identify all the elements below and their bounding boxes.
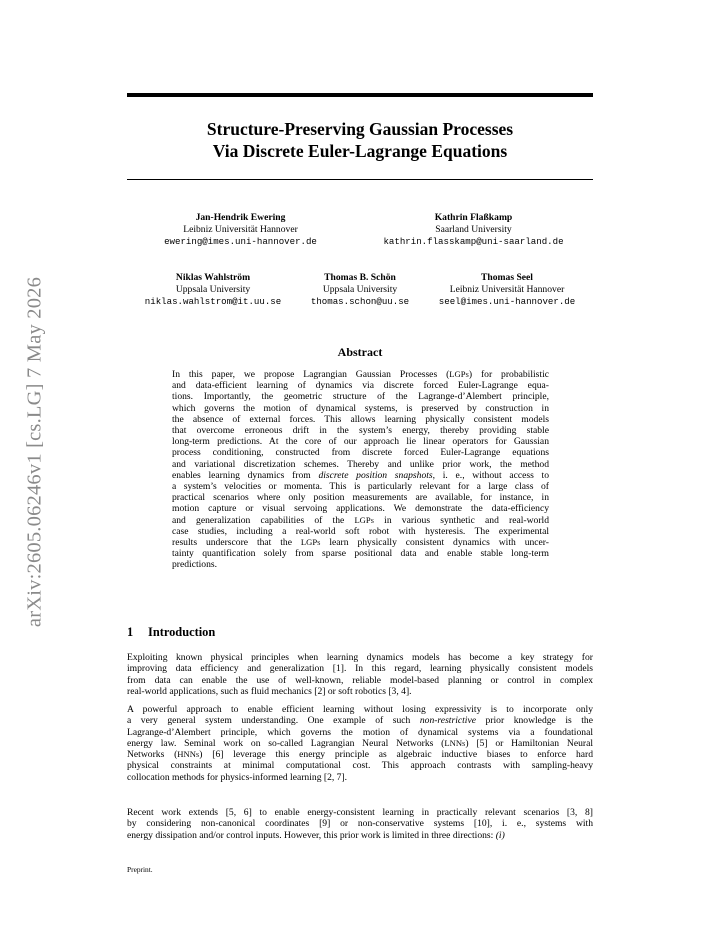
text-run: predictions. (172, 559, 218, 571)
text-run: long-term predictions. At the core of our approach lie linear operators for Gaussian (172, 436, 549, 448)
text-line (172, 492, 549, 503)
text-run: improving data efficiency and generalization [1]. In this regard, learning physically consistent models (127, 663, 593, 675)
section-heading (127, 625, 215, 640)
author-name: Thomas Seel (481, 272, 533, 283)
text-line (127, 738, 593, 749)
text-run: ) for probabilistic (468, 369, 549, 380)
text-run: process conditioning, constructed from discrete forced Euler-Lagrange equations (172, 447, 549, 459)
author-affiliation: Uppsala University (175, 284, 251, 295)
text-run: from data can enable the use of well-known, reliable model-based planning or control in complex (127, 674, 593, 686)
text-line (127, 772, 593, 783)
text-run: physical constraints at minimal computational cost. This approach contrasts with sampling-heavy (127, 760, 593, 772)
arxiv-sidebar (22, 262, 48, 642)
text-run: prior knowledge is the (475, 715, 593, 727)
text-line (172, 459, 549, 470)
author-block (421, 272, 593, 308)
text-run: , i. e., without access to (432, 469, 549, 481)
text-run: real-world applications, such as fluid mechanics [2] or soft robotics [3, 4]. (127, 685, 412, 697)
text-line (127, 675, 593, 686)
text-run: that overcome erroneous drift in the system’s energy, thereby providing stable (172, 425, 549, 437)
text-run: Lagrange-d’Alembert principle, which governs the motion of dynamical systems via a foundational (127, 726, 593, 738)
abstract-heading: Abstract (337, 345, 383, 359)
text-line (172, 481, 549, 492)
text-line (127, 760, 593, 771)
text-run: tions. Importantly, the geometric structure of the Lagrange-d’Alembert principle, (172, 391, 549, 403)
emphasis: (i) (495, 829, 505, 841)
text-run: the absence of external forces. This allows learning physically consistent models (172, 413, 549, 425)
text-line (172, 537, 549, 548)
acronym: LGPs (354, 514, 375, 525)
text-run: motion capture or visual servoing applications. We demonstrate the data-efficiency (172, 503, 549, 515)
text-line (172, 391, 549, 402)
text-line (172, 425, 549, 436)
text-run: Exploiting known physical principles when learning dynamics models has become a key strategy for (127, 652, 593, 663)
section-title: Introduction (148, 625, 216, 639)
text-run: a system’s velocities or momenta. This is particularly relevant for a large class of (172, 481, 549, 493)
text-line (127, 715, 593, 726)
text-line (172, 548, 549, 559)
text-line (172, 436, 549, 447)
author-email: seel@imes.uni-hannover.de (438, 296, 576, 307)
text-line (127, 807, 593, 818)
text-run: tainty quantification solely from sparse positional data and enable stable long-term (172, 548, 549, 560)
text-line (172, 526, 549, 537)
author-affiliation: Leibniz Universität Hannover (449, 284, 565, 295)
text-run: results underscore that the (172, 537, 301, 549)
section-number: 1 (127, 625, 134, 639)
author-block (127, 272, 299, 308)
paragraph (127, 652, 593, 697)
emphasis: non-restrictive (419, 715, 476, 727)
title-bottom-rule (127, 179, 593, 180)
text-run: and data-efficient learning of dynamics via discrete forced Euler-Lagrange equa- (172, 380, 549, 392)
abstract-body (172, 369, 549, 571)
author-block (127, 212, 354, 248)
text-line (172, 447, 549, 458)
title-line-2: Via Discrete Euler-Lagrange Equations (212, 141, 508, 161)
text-line (172, 503, 549, 514)
paper-title (127, 118, 593, 162)
paragraph (127, 704, 593, 783)
text-line (127, 663, 593, 674)
text-run: and variational discretization schemes. Thereby and unlike prior work, the method (172, 458, 549, 470)
author-name: Thomas B. Schön (324, 272, 396, 283)
text-line (127, 818, 593, 829)
text-run: collocation methods for physics-informed learning [2, 7]. (127, 771, 348, 783)
text-run: A powerful approach to enable efficient learning without losing expressivity is to incorporate only (127, 704, 593, 715)
text-line (127, 686, 593, 697)
author-affiliation: Leibniz Universität Hannover (183, 224, 298, 235)
text-run: and generalization capabilities of the (172, 514, 355, 526)
text-line (172, 559, 549, 570)
text-line (127, 830, 593, 841)
text-run: case studies, including a real-world soft robot with hysteresis. The experimental (172, 525, 549, 537)
text-run: energy dissipation and/or control inputs. However, this prior work is limited in three directions: (127, 829, 496, 841)
acronym: HNNs (177, 749, 200, 760)
text-run: by considering non-canonical coordinates [9] or non-conservative systems [10], i. e., systems with (127, 818, 593, 830)
text-run: ) [6] leverage this energy principle as algebraic inductive biases to enforce hard (199, 749, 594, 761)
text-line (172, 369, 549, 380)
text-line (127, 749, 593, 760)
author-email: thomas.schon@uu.se (310, 296, 410, 307)
author-block (354, 212, 593, 248)
acronym: LGPs (449, 369, 469, 379)
author-name: Jan-Hendrik Ewering (195, 212, 286, 223)
text-line (172, 380, 549, 391)
arxiv-identifier: arXiv:2605.06246v1 [cs.LG] 7 May 2026 (23, 276, 46, 628)
author-affiliation: Uppsala University (322, 284, 398, 295)
text-run: Recent work extends [5, 6] to enable energy-consistent learning in practically relevant scenarios [3, 8] (127, 807, 593, 818)
author-email: ewering@imes.uni-hannover.de (164, 236, 317, 247)
text-run: in various synthetic and real-world (374, 514, 549, 526)
text-run: a very general system understanding. One example of such (127, 715, 420, 727)
acronym: LGPs (300, 537, 321, 548)
text-run: practical scenarios where only position measurements are available, for instance, in (172, 492, 549, 504)
author-email: niklas.wahlstrom@it.uu.se (144, 296, 282, 307)
emphasis: discrete position snapshots (318, 469, 433, 481)
acronym: LNNs (444, 737, 466, 748)
title-top-rule (127, 93, 593, 97)
text-run: ) [5] or Hamiltonian Neural (465, 737, 593, 749)
text-run: which governs the motion of dynamical systems, is preserved by construction in (172, 402, 549, 414)
text-line (172, 403, 549, 414)
author-affiliation: Saarland University (435, 224, 512, 235)
text-line (172, 515, 549, 526)
author-block (299, 272, 421, 308)
text-line (127, 652, 593, 663)
text-run: energy law. Seminal work on so-called Lagrangian Neural Networks ( (127, 737, 445, 749)
text-line (172, 414, 549, 425)
text-run: Networks ( (127, 749, 178, 761)
author-name: Niklas Wahlström (175, 272, 251, 283)
text-run: enables learning dynamics from (172, 469, 319, 481)
footer-label: Preprint. (127, 865, 153, 874)
paragraph (127, 807, 593, 841)
author-name: Kathrin Flaßkamp (434, 212, 513, 223)
text-run: In this paper, we propose Lagrangian Gaussian Processes ( (172, 369, 450, 380)
text-run: learn physically consistent dynamics with uncer- (320, 537, 549, 549)
text-line (127, 727, 593, 738)
title-line-1: Structure-Preserving Gaussian Processes (206, 119, 514, 139)
text-line (127, 704, 593, 715)
text-line (172, 470, 549, 481)
author-email: kathrin.flasskamp@uni-saarland.de (383, 236, 564, 247)
